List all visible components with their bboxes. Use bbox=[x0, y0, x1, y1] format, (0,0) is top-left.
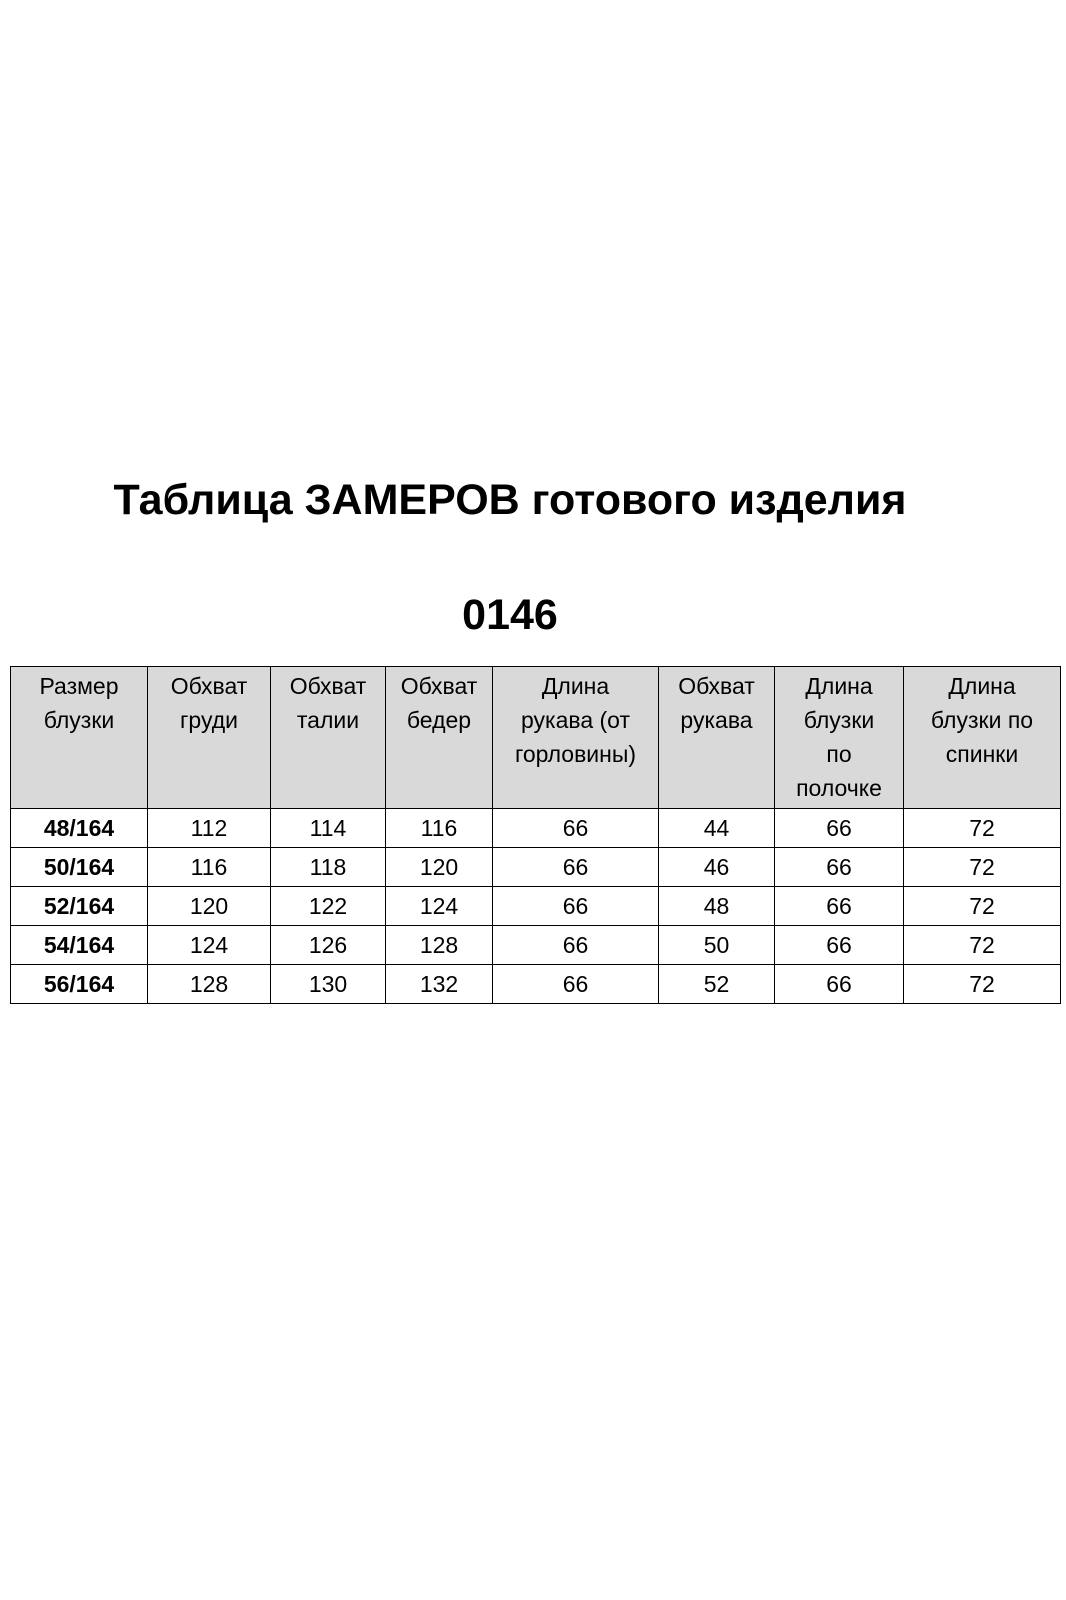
header-line: блузки bbox=[43, 707, 115, 733]
header-line: талии bbox=[296, 707, 360, 733]
header-back-length bbox=[904, 667, 1061, 809]
table-cell: 128 bbox=[148, 965, 271, 1004]
table-cell: 120 bbox=[148, 887, 271, 926]
size-cell: 50/164 bbox=[11, 848, 148, 887]
header-line: Обхват bbox=[678, 673, 755, 699]
table-cell: 66 bbox=[493, 965, 659, 1004]
size-cell: 52/164 bbox=[11, 887, 148, 926]
table-cell: 72 bbox=[904, 887, 1061, 926]
table-cell: 114 bbox=[271, 809, 386, 848]
header-line: Обхват bbox=[289, 673, 367, 699]
table-cell: 66 bbox=[775, 809, 904, 848]
header-line: полочке bbox=[796, 775, 882, 801]
table-cell: 116 bbox=[148, 848, 271, 887]
header-hips bbox=[386, 667, 493, 809]
table-cell: 46 bbox=[659, 848, 775, 887]
table-row bbox=[11, 809, 1061, 848]
table-header-row bbox=[11, 667, 1061, 809]
table-cell: 44 bbox=[659, 809, 775, 848]
table-cell: 48 bbox=[659, 887, 775, 926]
header-line: рукава bbox=[680, 707, 753, 733]
table-row bbox=[11, 926, 1061, 965]
table-cell: 66 bbox=[775, 926, 904, 965]
table-cell: 112 bbox=[148, 809, 271, 848]
table-cell: 66 bbox=[493, 809, 659, 848]
table-cell: 66 bbox=[775, 887, 904, 926]
size-cell: 56/164 bbox=[11, 965, 148, 1004]
header-sleeve-length bbox=[493, 667, 659, 809]
header-line: по bbox=[826, 741, 852, 767]
header-line: рукава (от bbox=[520, 707, 630, 733]
table-cell: 72 bbox=[904, 809, 1061, 848]
size-cell: 48/164 bbox=[11, 809, 148, 848]
header-line: блузки bbox=[803, 707, 875, 733]
header-line: Длина bbox=[948, 673, 1016, 699]
table-row bbox=[11, 848, 1061, 887]
size-cell: 54/164 bbox=[11, 926, 148, 965]
header-line: Обхват bbox=[400, 673, 478, 699]
table-cell: 128 bbox=[386, 926, 493, 965]
header-sleeve-girth bbox=[659, 667, 775, 809]
table-cell: 116 bbox=[386, 809, 493, 848]
product-code: 0146 bbox=[462, 591, 558, 639]
header-line: бедер bbox=[406, 707, 472, 733]
table-cell: 124 bbox=[386, 887, 493, 926]
measurements-table bbox=[10, 666, 1061, 1004]
header-line: Обхват bbox=[170, 673, 248, 699]
table-cell: 66 bbox=[775, 965, 904, 1004]
table-cell: 122 bbox=[271, 887, 386, 926]
table-row bbox=[11, 887, 1061, 926]
header-line: груди bbox=[180, 707, 238, 733]
header-chest bbox=[148, 667, 271, 809]
header-line: горловины) bbox=[514, 741, 637, 767]
table-cell: 72 bbox=[904, 965, 1061, 1004]
table-cell: 66 bbox=[493, 926, 659, 965]
header-line: спинки bbox=[945, 741, 1019, 767]
header-line: Размер bbox=[39, 673, 119, 699]
header-line: Длина bbox=[541, 673, 610, 699]
table-cell: 66 bbox=[775, 848, 904, 887]
table-cell: 50 bbox=[659, 926, 775, 965]
table-cell: 124 bbox=[148, 926, 271, 965]
header-waist bbox=[271, 667, 386, 809]
document-title: Таблица ЗАМЕРОВ готового изделия bbox=[113, 476, 907, 524]
header-line: Длина bbox=[805, 673, 873, 699]
header-size bbox=[11, 667, 148, 809]
table-cell: 72 bbox=[904, 926, 1061, 965]
table-cell: 118 bbox=[271, 848, 386, 887]
header-line: блузки по bbox=[930, 707, 1034, 733]
table-cell: 72 bbox=[904, 848, 1061, 887]
table-cell: 120 bbox=[386, 848, 493, 887]
table-row bbox=[11, 965, 1061, 1004]
table-cell: 126 bbox=[271, 926, 386, 965]
table-cell: 130 bbox=[271, 965, 386, 1004]
header-front-length bbox=[775, 667, 904, 809]
table-cell: 66 bbox=[493, 887, 659, 926]
table-cell: 52 bbox=[659, 965, 775, 1004]
table-cell: 66 bbox=[493, 848, 659, 887]
table-cell: 132 bbox=[386, 965, 493, 1004]
